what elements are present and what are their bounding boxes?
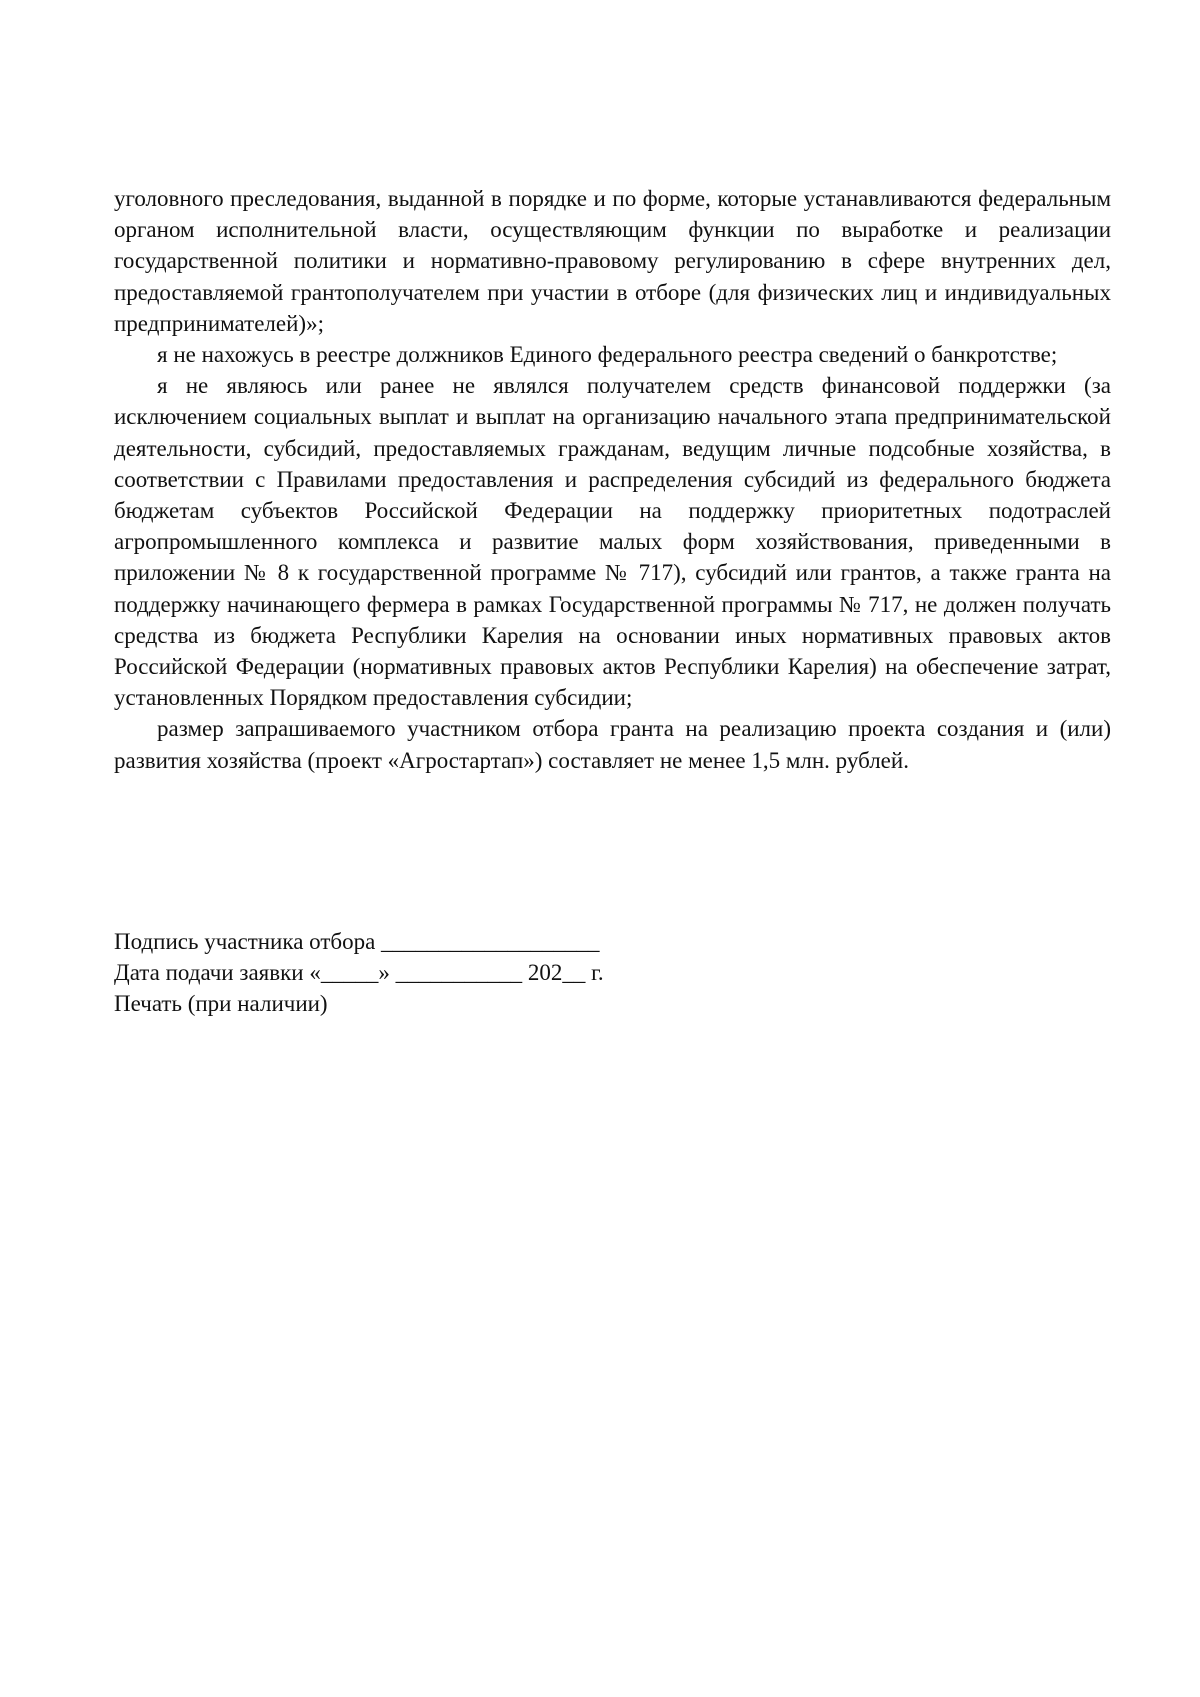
paragraph-bankruptcy-registry: я не нахожусь в реестре должников Единого федерального реестра сведений о банкротстве; [157, 342, 1058, 368]
signature-block [114, 926, 814, 1020]
signature-line: Подпись участника отбора ___________________ [114, 929, 600, 954]
paragraph-financial-support: я не являюсь или ранее не являлся получателем средств финансовой поддержки (за исключением социальных выплат и выплат на организацию начального этапа предпринимательской деятельности, субсидий, предоставляемых гражданам, ведущим личные подсобные хозяйства, в соответствии с Правилами предоставления и распределения субсидий из федерального бюджета бюджетам субъектов Российской Федерации на поддержку приоритетных подотраслей агропромышленного комплекса и развитие малых форм хозяйствования, приведенными в приложении № 8 к государственной программе № 717), субсидий или грантов, а также гранта на поддержку начинающего фермера в рамках Государственной программы № 717, не должен получать средства из бюджета Республики Карелия на основании иных нормативных правовых актов Российской Федерации (нормативных правовых актов Республики Карелия) на обеспечение затрат, установленных Порядком предоставления субсидии; [114, 373, 1111, 711]
seal-line: Печать (при наличии) [114, 991, 328, 1017]
paragraph-grant-size: размер запрашиваемого участником отбора гранта на реализацию проекта создания и (или) развития хозяйства (проект «Агростартап») составляет не менее 1,5 млн. рублей. [114, 716, 1111, 773]
document-body [114, 183, 1111, 776]
submission-date-line: Дата подачи заявки «_____» ___________ 202__ г. [114, 960, 604, 986]
paragraph-continuation: уголовного преследования, выданной в порядке и по форме, которые устанавливаются федеральным органом исполнительной власти, осуществляющим функции по выработке и реализации государственной политики и нормативно-правовому регулированию в сфере внутренних дел, предоставляемой грантополучателем при участии в отборе (для физических лиц и индивидуальных предпринимателей)»; [114, 186, 1111, 336]
